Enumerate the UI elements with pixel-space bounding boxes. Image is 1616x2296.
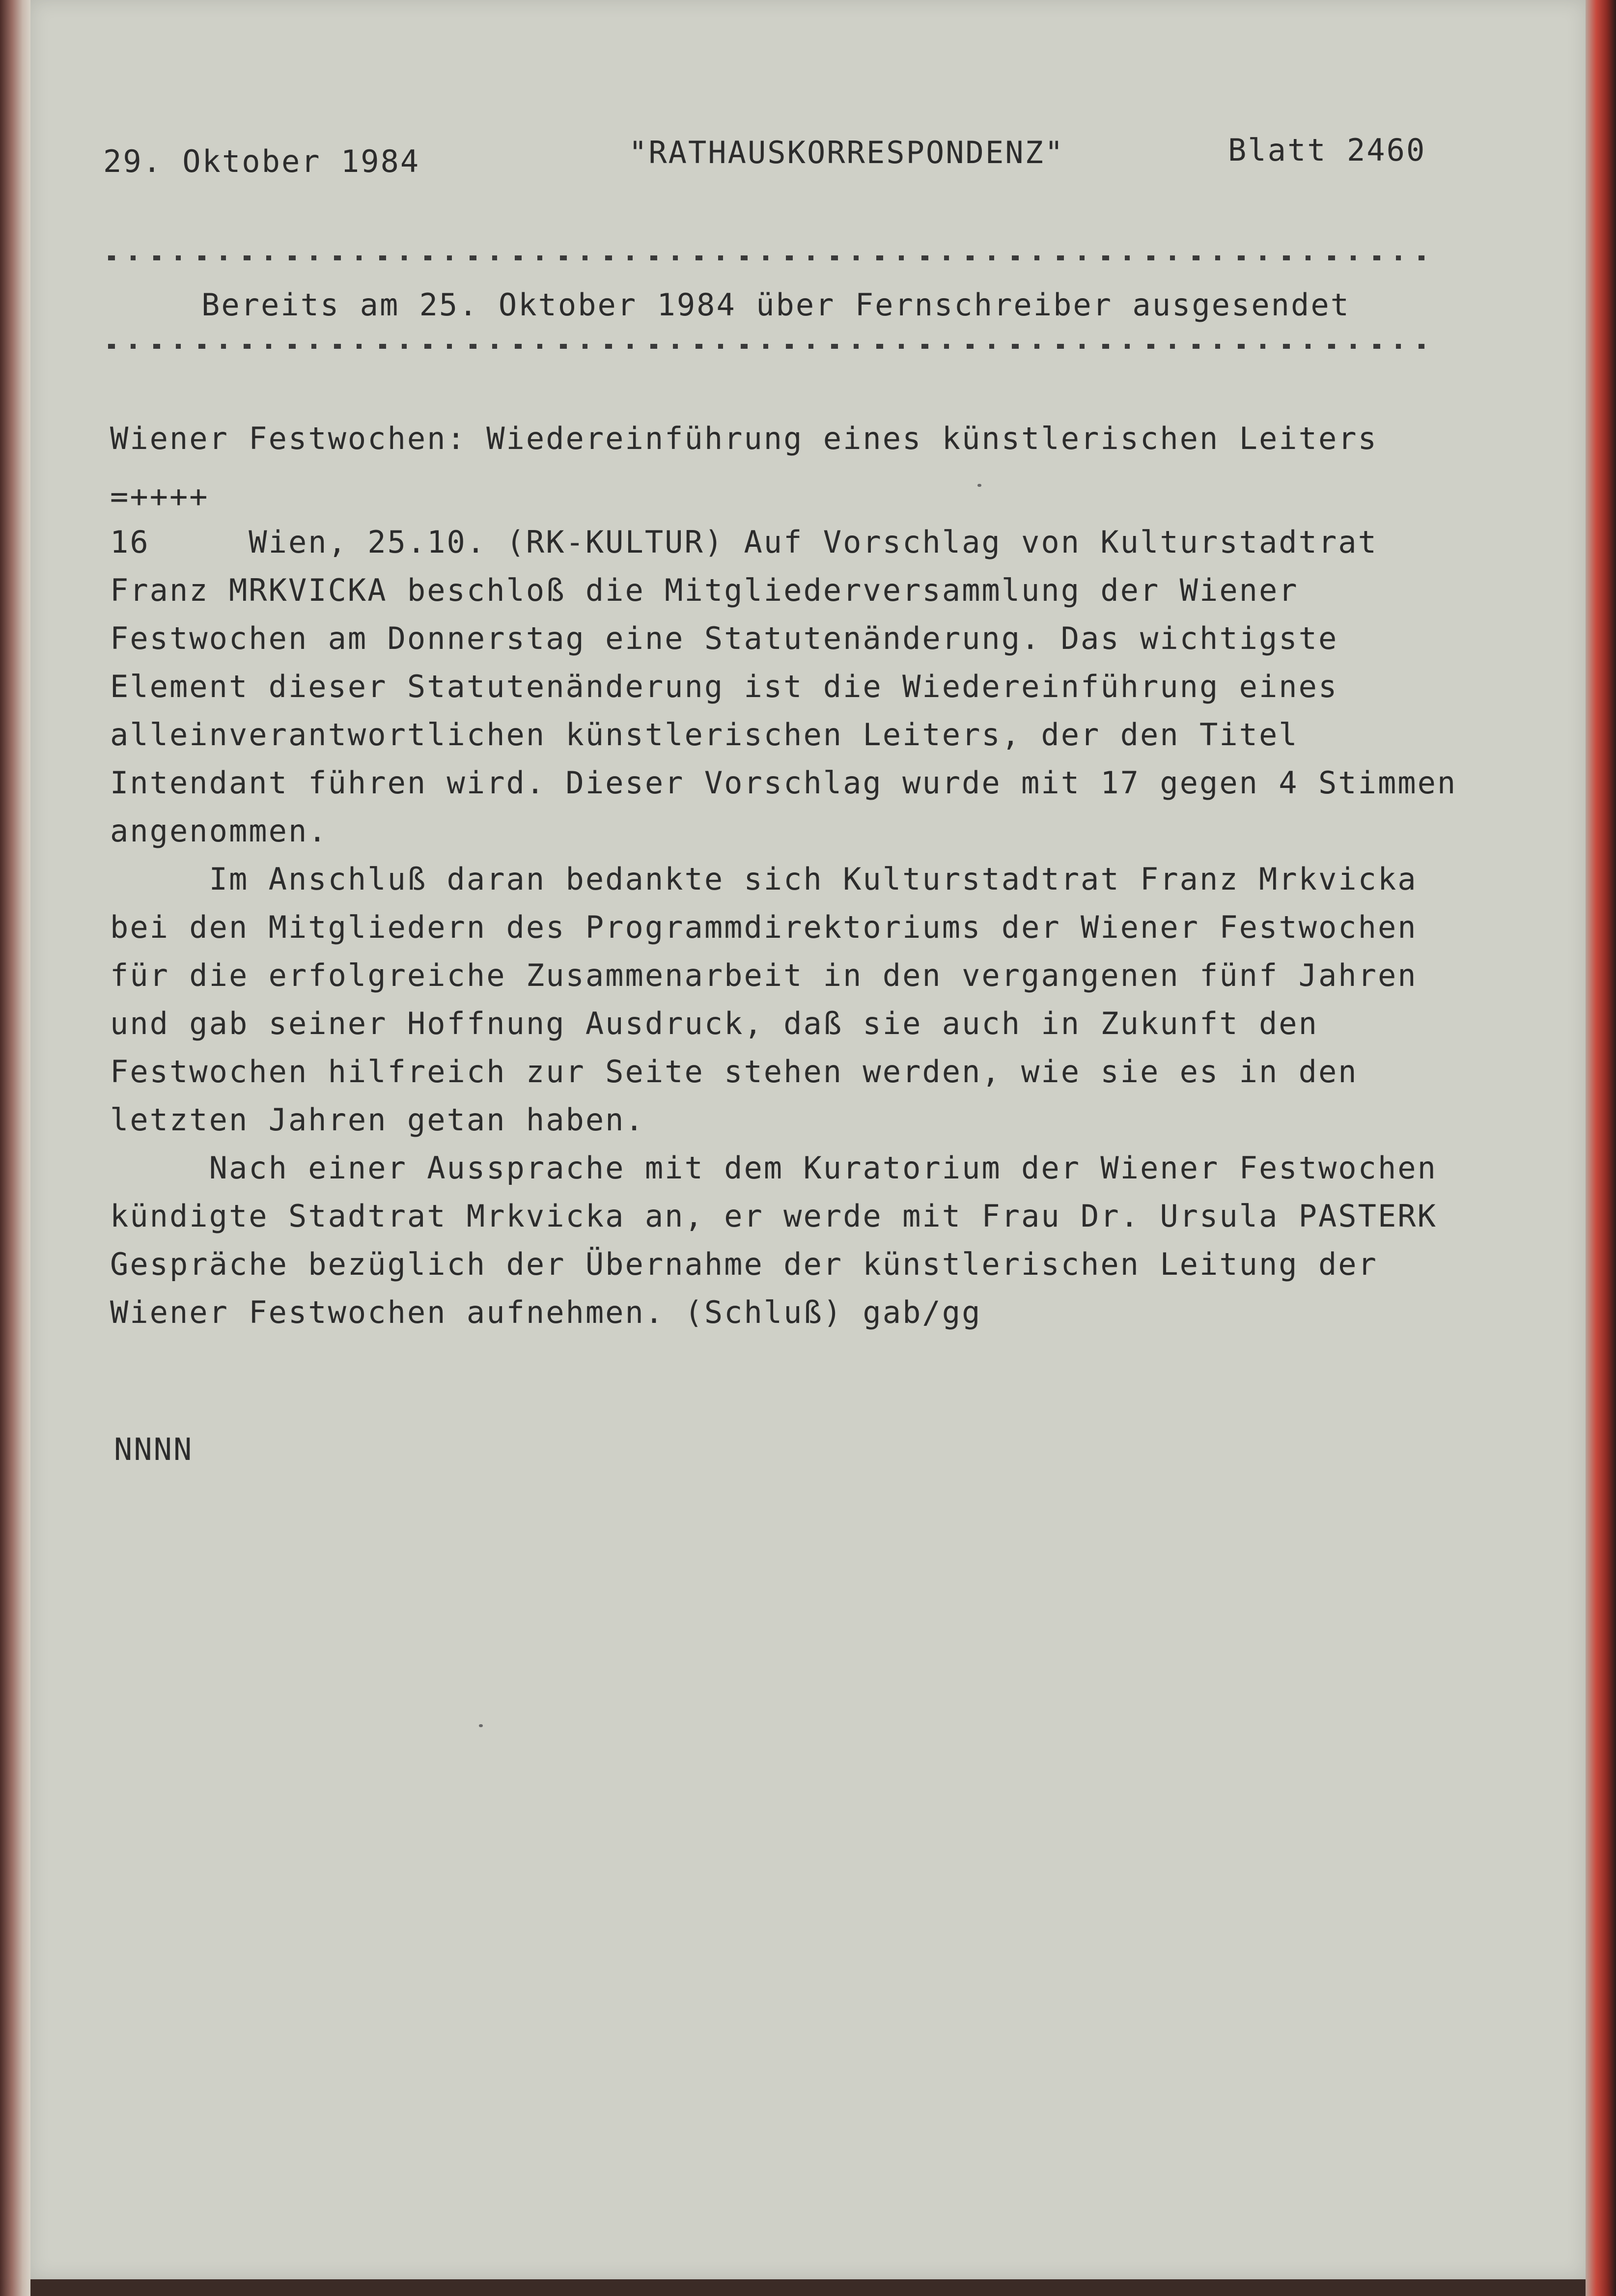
body-line: für die erfolgreiche Zusammenarbeit in den vergangenen fünf Jahren	[110, 957, 1418, 993]
sent-note: Bereits am 25. Oktober 1984 über Fernschreiber ausgesendet	[201, 287, 1350, 323]
body-line: Intendant führen wird. Dieser Vorschlag wurde mit 17 gegen 4 Stimmen	[110, 765, 1457, 801]
body-line: angenommen.	[110, 813, 328, 849]
telex-marks: =++++	[110, 478, 209, 514]
scan-bottom-strip	[30, 2279, 1586, 2296]
body-line: Nach einer Aussprache mit dem Kuratorium der Wiener Festwochen	[110, 1150, 1437, 1186]
article-body	[110, 518, 1457, 1337]
body-line: Im Anschluß daran bedankte sich Kulturstadtrat Franz Mrkvicka	[110, 861, 1418, 897]
separator-line-bottom	[108, 344, 1424, 349]
end-of-message-mark: NNNN	[114, 1431, 194, 1467]
body-line: alleinverantwortlichen künstlerischen Leiters, der den Titel	[110, 717, 1299, 753]
header-sheet-number: Blatt 2460	[1228, 132, 1426, 168]
body-line: Gespräche bezüglich der Übernahme der künstlerischen Leitung der	[110, 1246, 1378, 1282]
body-line: Element dieser Statutenänderung ist die Wiedereinführung eines	[110, 669, 1338, 704]
article-headline: Wiener Festwochen: Wiedereinführung eines künstlerischen Leiters	[110, 420, 1378, 456]
header-date: 29. Oktober 1984	[103, 143, 420, 179]
separator-line-top	[108, 255, 1424, 260]
body-line: und gab seiner Hoffnung Ausdruck, daß sie auch in Zukunft den	[110, 1006, 1318, 1041]
binding-edge-left	[0, 0, 30, 2296]
header-publication: "RATHAUSKORRESPONDENZ"	[629, 135, 1065, 170]
body-line: Wiener Festwochen aufnehmen. (Schluß) gab/gg	[110, 1294, 982, 1330]
body-line: Festwochen am Donnerstag eine Statutenänderung. Das wichtigste	[110, 620, 1338, 656]
body-line: Franz MRKVICKA beschloß die Mitgliederversammlung der Wiener	[110, 572, 1299, 608]
paper-speck	[479, 1724, 483, 1727]
page-edge-right	[1586, 0, 1616, 2296]
body-line: letzten Jahren getan haben.	[110, 1102, 645, 1138]
body-line: 16 Wien, 25.10. (RK-KULTUR) Auf Vorschlag von Kulturstadtrat	[110, 524, 1378, 560]
body-line: Festwochen hilfreich zur Seite stehen werden, wie sie es in den	[110, 1054, 1358, 1090]
paper-speck	[977, 484, 981, 487]
body-line: kündigte Stadtrat Mrkvicka an, er werde mit Frau Dr. Ursula PASTERK	[110, 1198, 1437, 1234]
body-line: bei den Mitgliedern des Programmdirektoriums der Wiener Festwochen	[110, 909, 1418, 945]
